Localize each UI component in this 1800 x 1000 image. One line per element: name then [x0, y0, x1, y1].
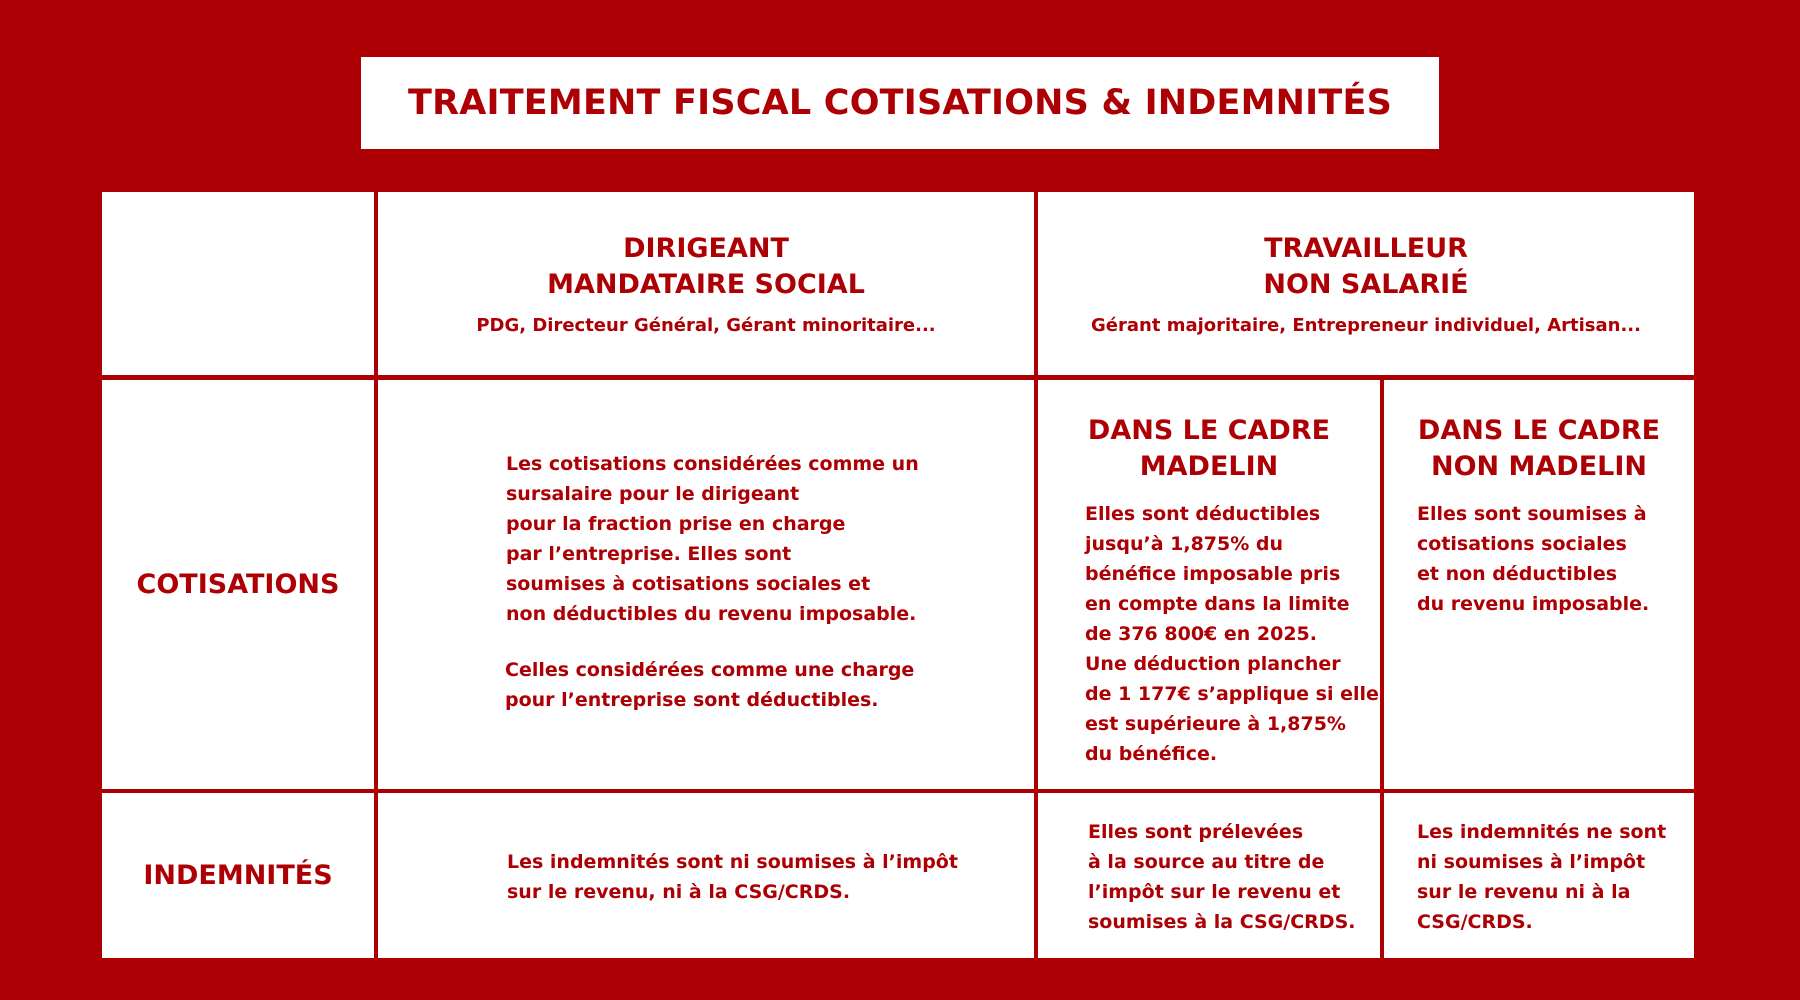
row-label-indemnites-cell — [102, 793, 374, 958]
indemnites-dirigeant-text: Les indemnités sont ni soumises à l’impôt sur le revenu, ni à la CSG/CRDS. — [507, 851, 958, 903]
indemnites-non-madelin-text: Les indemnités ne sont ni soumises à l’impôt sur le revenu ni à la CSG/CRDS. — [1417, 821, 1667, 933]
indemnites-dirigeant-cell — [378, 793, 1034, 958]
header-dirigeant-subtitle: PDG, Directeur Général, Gérant minoritaire... — [476, 315, 936, 336]
title-box — [361, 57, 1439, 149]
cotisations-dirigeant-cell — [378, 380, 1034, 789]
madelin-text: Elles sont déductibles jusqu’à 1,875% du bénéfice imposable pris en compte dans la limite de 376 800€ en 2025. Une déduction plancher de 1 177€ s’applique si elle est supérieure à 1,875% du bénéfice. — [1085, 503, 1379, 765]
cotisations-non-madelin-cell — [1384, 380, 1694, 789]
header-dirigeant-title: DIRIGEANT MANDATAIRE SOCIAL — [547, 233, 865, 300]
header-dirigeant — [378, 192, 1034, 375]
madelin-title: DANS LE CADRE MADELIN — [1087, 415, 1331, 482]
indemnites-non-madelin-cell — [1384, 793, 1694, 958]
indemnites-madelin-text: Elles sont prélevées à la source au titre de l’impôt sur le revenu et soumises à la CSG/CRDS. — [1088, 821, 1356, 933]
header-tns-title: TRAVAILLEUR NON SALARIÉ — [1263, 233, 1469, 300]
header-tns-subtitle: Gérant majoritaire, Entrepreneur individuel, Artisan... — [1091, 315, 1641, 336]
corner-cell — [102, 192, 374, 375]
non-madelin-text: Elles sont soumises à cotisations sociales et non déductibles du revenu imposable. — [1417, 503, 1650, 615]
non-madelin-title: DANS LE CADRE NON MADELIN — [1417, 415, 1661, 482]
row-label-cotisations: COTISATIONS — [136, 569, 340, 600]
cotisations-dirigeant-text-2: Celles considérées comme une charge pour l’entreprise sont déductibles. — [505, 659, 915, 711]
page-title: TRAITEMENT FISCAL COTISATIONS & INDEMNITÉS — [408, 83, 1392, 123]
row-label-indemnites: INDEMNITÉS — [143, 860, 333, 891]
row-label-cotisations-cell — [102, 380, 374, 789]
cotisations-dirigeant-text-1: Les cotisations considérées comme un sursalaire pour le dirigeant pour la fraction prise en charge par l’entreprise. Elles sont soumises à cotisations sociales et non déductibles du revenu imposable. — [506, 453, 919, 625]
cotisations-madelin-cell — [1038, 380, 1380, 789]
header-tns — [1038, 192, 1694, 375]
indemnites-madelin-cell — [1038, 793, 1380, 958]
